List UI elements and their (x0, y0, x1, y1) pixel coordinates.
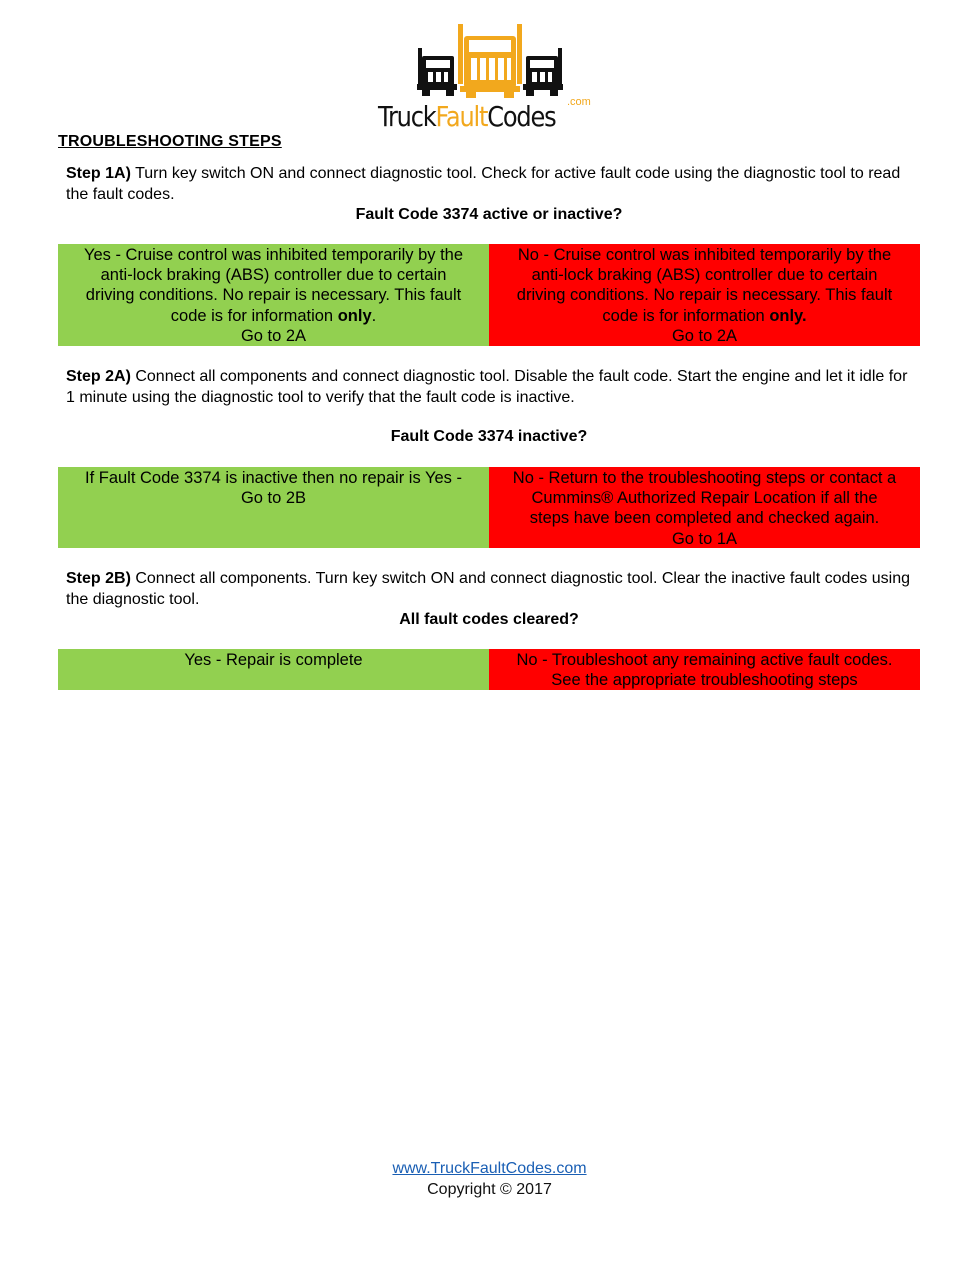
step-1a-no-line-emphasis (499, 306, 910, 326)
step-1a-paragraph (66, 164, 911, 205)
truck-logo-icon (414, 18, 566, 98)
step-1a-yes-line: anti-lock braking (ABS) controller due to certain (100, 266, 447, 285)
step-2a-answers (58, 467, 920, 548)
step-2b-no-line: No - Troubleshoot any remaining active fault codes. (516, 651, 893, 669)
step-2b-no-cell (489, 649, 920, 690)
step-1a-no-line: No - Cruise control was inhibited temporarily by the (517, 246, 892, 264)
step-1a-answers (58, 244, 920, 346)
step-2a-yes-line: Go to 2B (240, 489, 307, 508)
footer-website-link[interactable]: www.TruckFaultCodes.com (392, 1160, 587, 1177)
step-1a-yes-line-emphasis (68, 306, 479, 326)
footer-copyright: Copyright © 2017 (427, 1181, 552, 1198)
step-2a-no-line: steps have been completed and checked again. (529, 509, 880, 528)
step-2a-yes-line: If Fault Code 3374 is inactive then no repair is Yes - (85, 469, 462, 487)
step-1a-yes-pre-bold: code is for information (170, 306, 338, 325)
logo-wordmark (378, 102, 571, 132)
step-1a-no-cell (489, 244, 920, 346)
step-1a-no-pre-bold: code is for information (602, 306, 770, 325)
step-2b-yes-cell (58, 649, 489, 690)
step-1a-yes-cell (58, 244, 489, 346)
step-1a-yes-bold: only (337, 306, 372, 325)
step-1a-question: Fault Code 3374 active or inactive? (355, 206, 623, 223)
step-2b-text: Connect all components. Turn key switch ON and connect diagnostic tool. Clear the inactive fault codes using the diagnostic tool. (66, 570, 910, 608)
step-1a-text: Turn key switch ON and connect diagnostic tool. Check for active fault code using the diagnostic tool to read the fault codes. (66, 165, 901, 203)
step-2a-no-line: Cummins® Authorized Repair Location if all the (531, 489, 878, 508)
step-2a-label: Step 2A) (66, 368, 131, 385)
step-1a-no-line: anti-lock braking (ABS) controller due to certain (531, 266, 878, 285)
logo-suffix: .com (567, 96, 591, 108)
step-1a-yes-line: driving conditions. No repair is necessary. This fault (85, 286, 462, 305)
step-1a-no-bold: only. (769, 306, 807, 325)
step-2a-paragraph (66, 367, 911, 408)
step-2a-question: Fault Code 3374 inactive? (390, 428, 588, 445)
step-1a-yes-post-bold: . (371, 306, 377, 325)
logo-word-truck: Truck (378, 100, 436, 133)
step-2b-yes-line: Yes - Repair is complete (184, 651, 363, 669)
step-2a-no-line: No - Return to the troubleshooting steps or contact a (512, 469, 897, 487)
step-1a-yes-goto: Go to 2A (240, 326, 307, 345)
step-2b-question: All fault codes cleared? (399, 611, 579, 628)
step-2b-label: Step 2B) (66, 570, 131, 587)
step-2a-no-line: Go to 1A (671, 529, 738, 548)
step-1a-no-line: driving conditions. No repair is necessary. This fault (516, 286, 893, 305)
step-1a-yes-line: Yes - Cruise control was inhibited temporarily by the (83, 246, 464, 264)
step-2b-paragraph (66, 569, 911, 610)
step-2b-answers (58, 649, 920, 690)
step-2b-no-line: See the appropriate troubleshooting steps (551, 671, 858, 690)
step-1a-no-goto: Go to 2A (671, 326, 738, 345)
logo-word-fault: Fault (435, 100, 488, 133)
step-2a-yes-cell (58, 467, 489, 548)
step-1a-label: Step 1A) (66, 165, 131, 182)
section-title: TROUBLESHOOTING STEPS (58, 133, 282, 150)
step-2a-text: Connect all components and connect diagnostic tool. Disable the fault code. Start the engine and let it idle for 1 minute using the diagnostic tool to verify that the fault code is inactive. (66, 368, 908, 406)
logo (378, 18, 602, 133)
step-2a-no-cell (489, 467, 920, 548)
logo-word-codes: Codes (487, 100, 556, 133)
